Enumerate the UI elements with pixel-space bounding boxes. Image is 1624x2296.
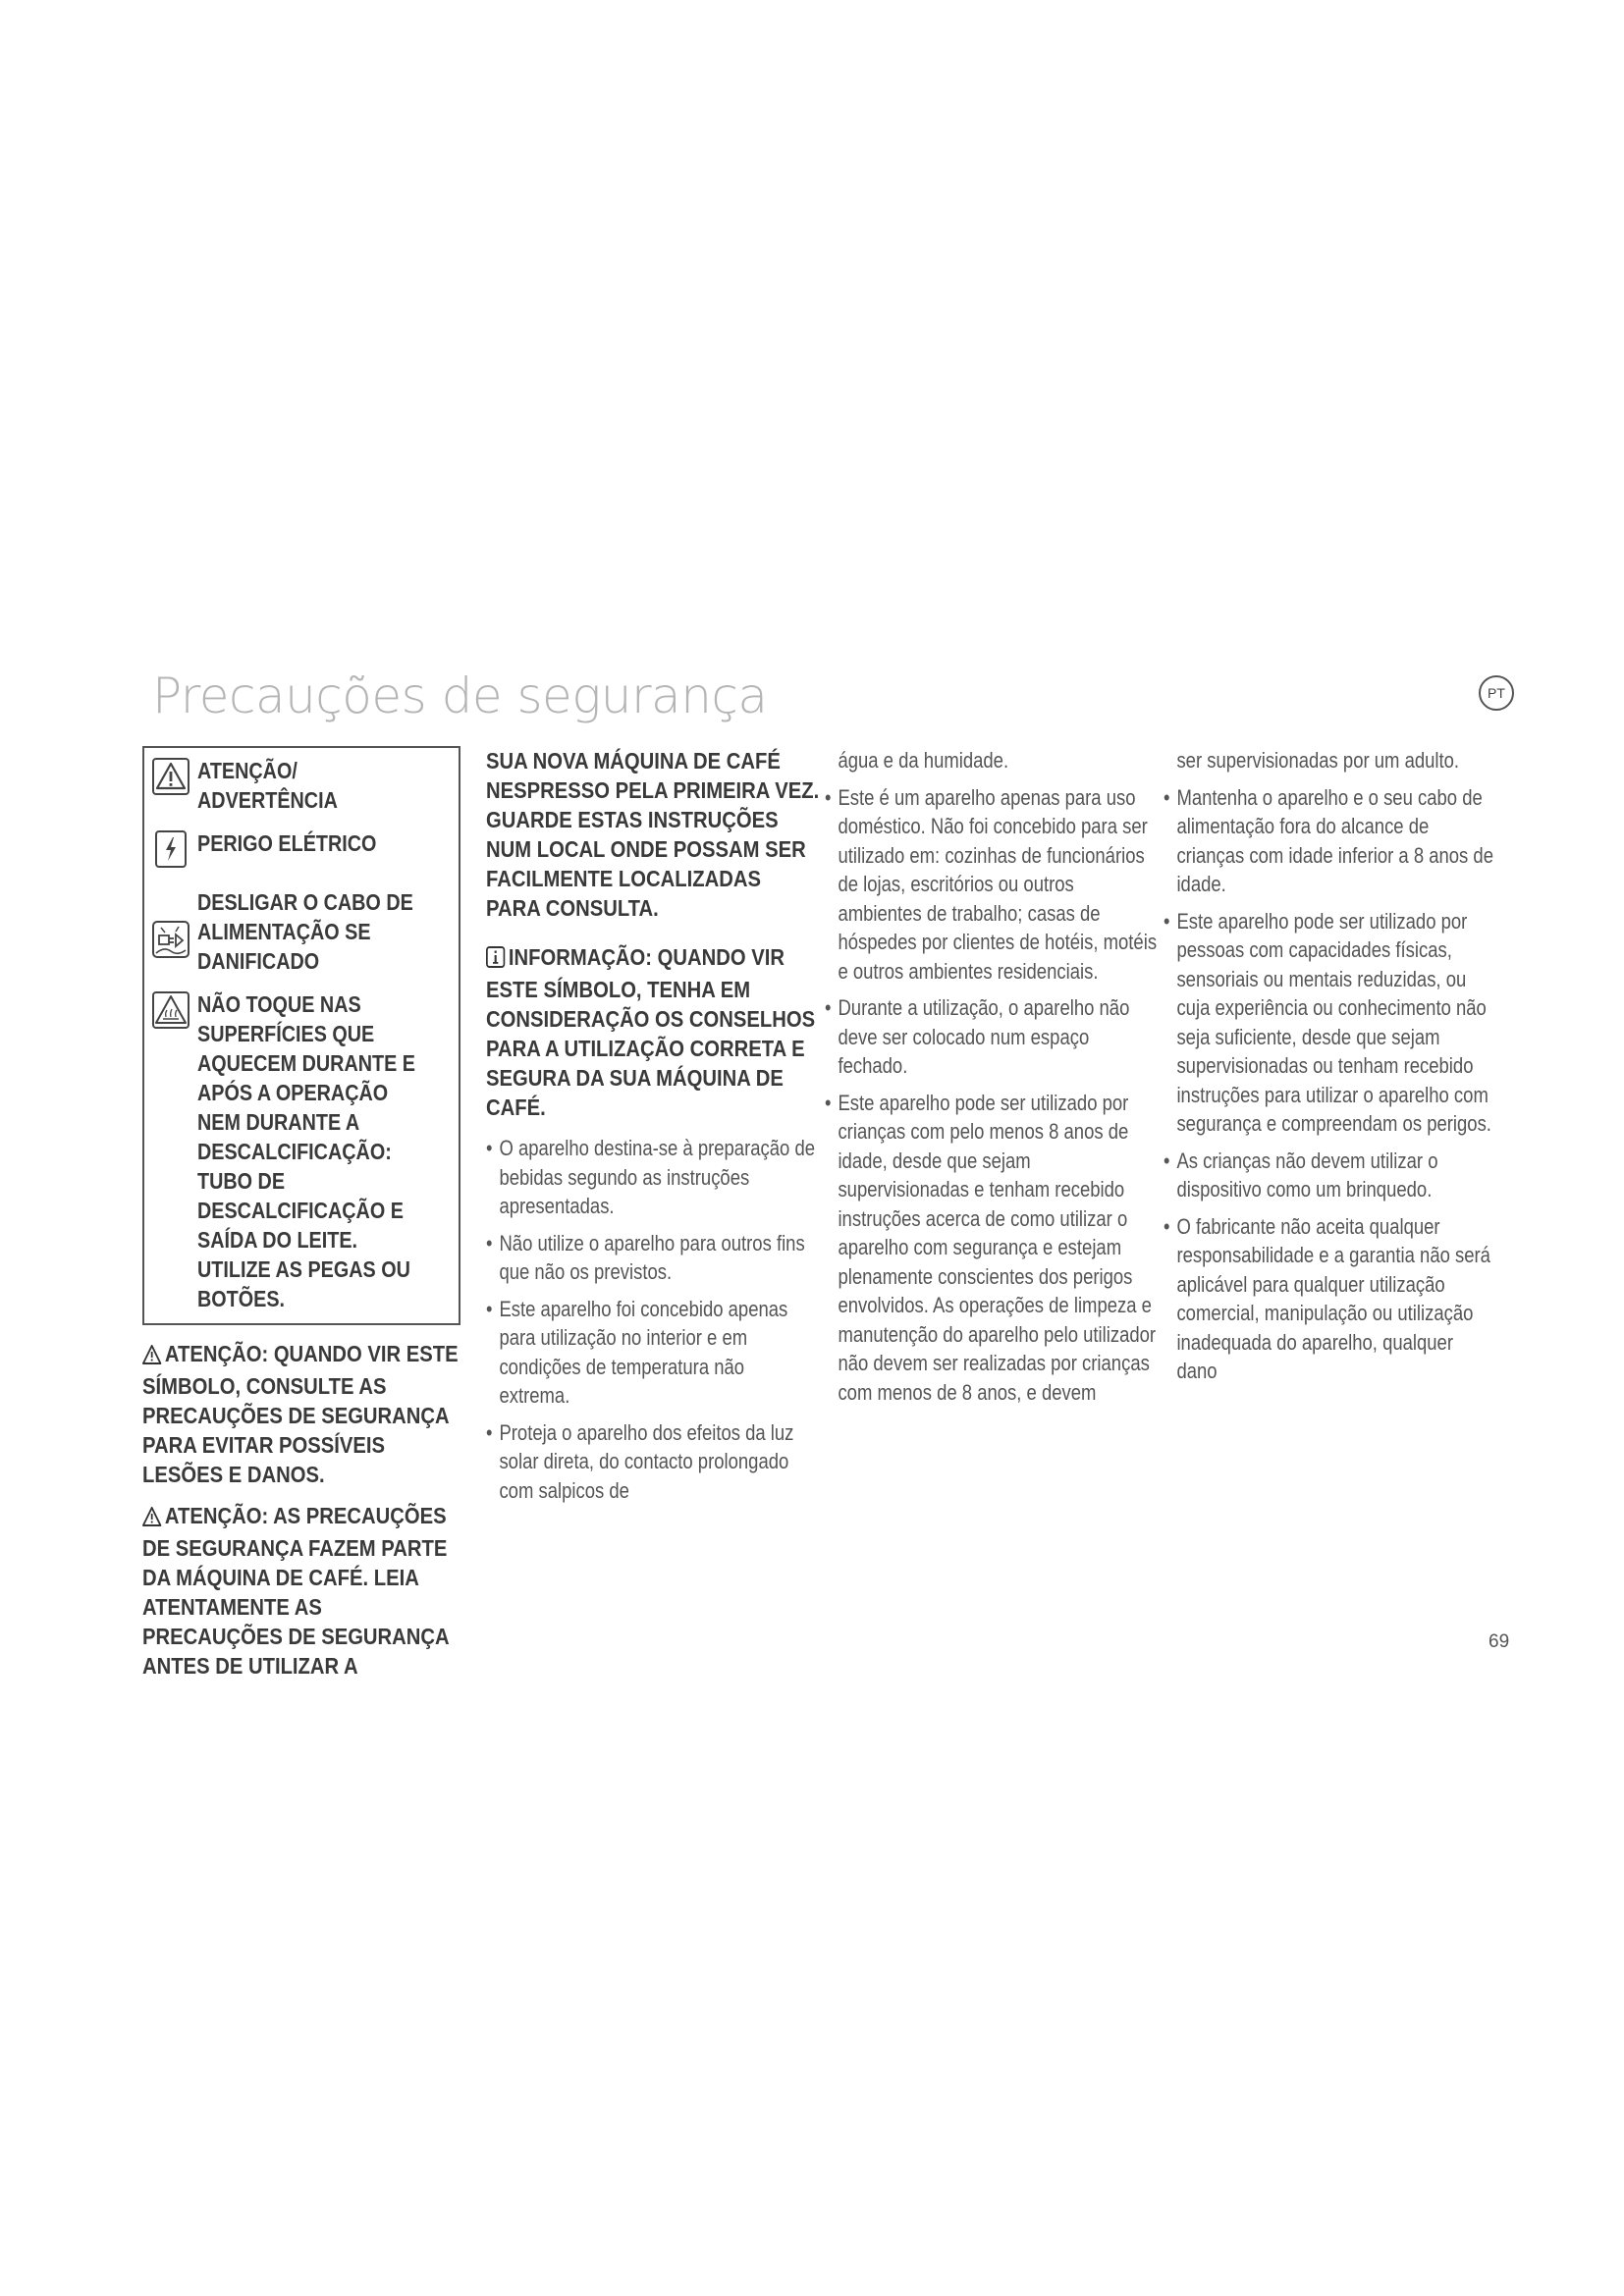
- list-item: • Este aparelho pode ser utilizado por pessoas com capacidades físicas, sensoriais ou mentais reduzidas, ou cuja experiência ou conhecimento não seja suficiente, desde que sejam supervisionadas ou tenham recebido instruções para utilizar o aparelho com segurança e compreendam os perigos.: [1164, 907, 1497, 1139]
- bullet-list: [1164, 746, 1497, 1386]
- warning-symbols-box: [142, 746, 460, 1325]
- list-item: • O fabricante não aceita qualquer responsabilidade e a garantia não será aplicável para qualquer utilização comercial, manipulação ou utilização inadequada do aparelho, qualquer dano: [1164, 1212, 1497, 1386]
- warning-label: ATENÇÃO/ ADVERTÊNCIA: [197, 758, 338, 813]
- attention-precautions-paragraph: [142, 1501, 466, 1681]
- unplug-row: [144, 887, 459, 976]
- list-item: • As crianças não devem utilizar o dispositivo como um brinquedo.: [1164, 1147, 1497, 1204]
- list-item: • Mantenha o aparelho e o seu cabo de alimentação fora do alcance de crianças com idade inferior a 8 anos de idade.: [1164, 783, 1497, 899]
- unplug-label: DESLIGAR O CABO DE ALIMENTAÇÃO SE DANIFICADO: [197, 889, 413, 974]
- column-3: [825, 746, 1159, 1415]
- electric-danger-label: PERIGO ELÉTRICO: [197, 830, 377, 856]
- page-title: Precauções de segurança: [152, 667, 768, 724]
- list-item: • Não utilize o aparelho para outros fins que não os previstos.: [486, 1229, 820, 1287]
- warning-triangle-icon: [152, 758, 197, 795]
- language-badge: PT: [1479, 675, 1514, 711]
- page-number: 69: [1489, 1631, 1510, 1652]
- column-1: [142, 746, 466, 1692]
- attention-symbol-paragraph: [142, 1339, 466, 1681]
- hot-surface-icon: [152, 991, 197, 1029]
- bullet-list: [486, 1134, 820, 1505]
- small-warning-icon: [142, 1504, 161, 1533]
- electric-danger-row: [144, 828, 459, 868]
- column-4: [1164, 746, 1497, 1394]
- unplug-cable-icon: [152, 921, 197, 958]
- list-item: • Este aparelho foi concebido apenas para utilização no interior e em condições de temperatura não extrema.: [486, 1295, 820, 1411]
- keep-instructions-paragraph: SUA NOVA MÁQUINA DE CAFÉ NESPRESSO PELA PRIMEIRA VEZ. GUARDE ESTAS INSTRUÇÕES NUM LOCAL ONDE POSSAM SER FACILMENTE LOCALIZADAS PARA CONSULTA.: [486, 748, 820, 921]
- continuation-text: água e da humidade.: [838, 748, 1009, 773]
- list-item: • Proteja o aparelho dos efeitos da luz solar direta, do contacto prolongado com salpicos de: [486, 1418, 820, 1506]
- bullet-list: [825, 746, 1159, 1407]
- list-item: • Este é um aparelho apenas para uso doméstico. Não foi concebido para ser utilizado em: cozinhas de funcionários de lojas, escritórios ou outros ambientes de trabalho; casas de hóspedes por clientes de hotéis, motéis e outros ambientes residenciais.: [825, 783, 1159, 987]
- continuation-text: ser supervisionadas por um adulto.: [1176, 748, 1460, 773]
- information-paragraph: [486, 942, 820, 1122]
- list-item: • O aparelho destina-se à preparação de bebidas segundo as instruções apresentadas.: [486, 1134, 820, 1221]
- electric-danger-icon: [152, 830, 197, 868]
- list-item: • Durante a utilização, o aparelho não deve ser colocado num espaço fechado.: [825, 993, 1159, 1081]
- list-item: • Este aparelho pode ser utilizado por crianças com pelo menos 8 anos de idade, desde que sejam supervisionadas e tenham recebido instruções acerca de como utilizar o aparelho com segurança e estejam plenamente conscientes dos perigos envolvidos. As operações de limpeza e manutenção do aparelho pelo utilizador não devem ser realizadas por crianças com menos de 8 anos, e devem: [825, 1089, 1159, 1408]
- info-icon: [486, 945, 505, 975]
- attention-precautions-text: ATENÇÃO: AS PRECAUÇÕES DE SEGURANÇA FAZEM PARTE DA MÁQUINA DE CAFÉ. LEIA ATENTAMENTE AS PRECAUÇÕES DE SEGURANÇA ANTES DE UTILIZAR A: [142, 1503, 449, 1679]
- hot-surface-label: NÃO TOQUE NAS SUPERFÍCIES QUE AQUECEM DURANTE E APÓS A OPERAÇÃO NEM DURANTE A DESCALCIFICAÇÃO: TUBO DE DESCALCIFICAÇÃO E SAÍDA DO LEITE. UTILIZE AS PEGAS OU BOTÕES.: [197, 991, 415, 1311]
- hot-surface-row: [144, 989, 459, 1313]
- attention-symbol-text: ATENÇÃO: QUANDO VIR ESTE SÍMBOLO, CONSULTE AS PRECAUÇÕES DE SEGURANÇA PARA EVITAR POSSÍVEIS LESÕES E DANOS.: [142, 1341, 459, 1487]
- information-text: INFORMAÇÃO: QUANDO VIR ESTE SÍMBOLO, TENHA EM CONSIDERAÇÃO OS CONSELHOS PARA A UTILIZAÇÃO CORRETA E SEGURA DA SUA MÁQUINA DE CAFÉ.: [486, 944, 816, 1120]
- column-2: [486, 746, 820, 1513]
- warning-row: [144, 756, 459, 815]
- small-warning-icon: [142, 1342, 161, 1371]
